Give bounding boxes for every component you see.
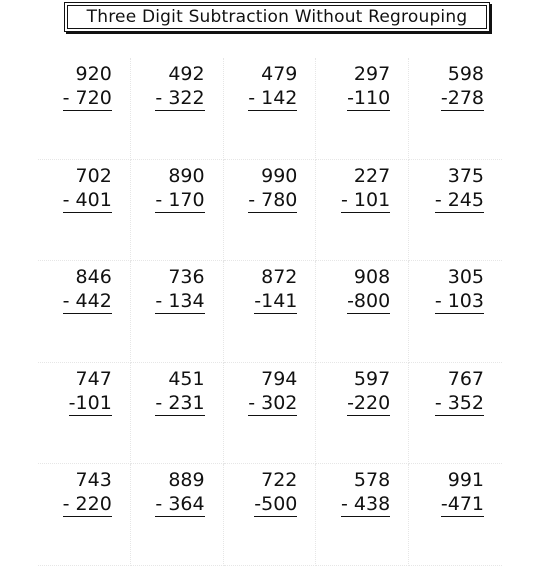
minuend: 597 <box>353 367 391 390</box>
minuend: 305 <box>447 266 484 289</box>
problem-cell <box>224 160 317 262</box>
subtraction-problem <box>341 164 390 213</box>
problem-cell <box>131 363 224 465</box>
minuend: 492 <box>168 63 205 85</box>
problem-cell <box>409 261 502 363</box>
subtraction-problem <box>69 367 112 416</box>
problem-cell <box>316 261 409 363</box>
problem-cell <box>409 58 502 160</box>
problem-cell <box>131 464 224 566</box>
problem-cell <box>409 160 502 262</box>
problem-cell <box>38 363 131 465</box>
subtraction-problem <box>63 164 112 213</box>
minuend: 889 <box>168 469 205 492</box>
worksheet-title-box <box>64 2 490 32</box>
minuend: 227 <box>353 164 391 187</box>
problem-cell <box>38 464 131 566</box>
subtrahend: - 352 <box>434 391 484 414</box>
problem-cell <box>224 58 317 160</box>
minuend: 794 <box>261 367 298 390</box>
minuend: 846 <box>75 266 112 289</box>
problem-cell <box>316 160 409 262</box>
subtrahend: - 134 <box>155 290 205 313</box>
problem-cell <box>131 160 224 262</box>
problem-cell <box>316 58 409 160</box>
subtrahend: - 401 <box>62 188 112 211</box>
minuend: 375 <box>447 164 484 187</box>
subtrahend: - 245 <box>434 188 484 211</box>
subtrahend: -110 <box>347 87 391 109</box>
minuend: 743 <box>75 469 112 492</box>
subtraction-problem <box>441 62 484 111</box>
minuend: 736 <box>168 266 205 289</box>
minuend: 991 <box>447 469 484 492</box>
subtrahend: -141 <box>254 290 298 313</box>
subtraction-problem <box>347 265 390 314</box>
subtrahend: - 438 <box>341 493 391 516</box>
minuend: 578 <box>353 469 391 492</box>
minuend: 872 <box>261 266 298 289</box>
problem-cell <box>316 464 409 566</box>
minuend: 767 <box>447 367 484 390</box>
minuend: 479 <box>261 63 298 85</box>
problem-cell <box>38 58 131 160</box>
problem-grid <box>38 58 502 566</box>
worksheet-title: Three Digit Subtraction Without Regrouping <box>86 7 468 27</box>
subtraction-problem <box>63 468 112 517</box>
minuend: 722 <box>261 469 298 492</box>
problem-cell <box>224 261 317 363</box>
subtrahend: - 364 <box>155 493 205 516</box>
subtraction-problem <box>435 367 484 416</box>
minuend: 908 <box>353 266 391 289</box>
subtrahend: - 780 <box>248 188 298 211</box>
subtrahend: - 101 <box>341 188 391 211</box>
subtraction-problem <box>63 62 112 111</box>
problem-cell <box>409 363 502 465</box>
subtraction-problem <box>155 62 204 111</box>
problem-cell <box>409 464 502 566</box>
subtraction-problem <box>248 62 297 111</box>
minuend: 451 <box>168 367 205 390</box>
subtraction-problem <box>254 265 297 314</box>
subtraction-problem <box>254 468 297 517</box>
minuend: 702 <box>75 164 112 187</box>
minuend: 297 <box>353 63 391 85</box>
subtrahend: -278 <box>440 87 484 109</box>
subtrahend: - 231 <box>155 391 205 414</box>
subtraction-problem <box>441 468 484 517</box>
subtraction-problem <box>63 265 112 314</box>
subtraction-problem <box>435 164 484 213</box>
subtrahend: -220 <box>347 391 391 414</box>
subtrahend: -800 <box>347 290 391 313</box>
subtrahend: -500 <box>254 493 298 516</box>
minuend: 598 <box>447 63 484 85</box>
subtraction-problem <box>248 164 297 213</box>
subtraction-problem <box>248 367 297 416</box>
subtraction-problem <box>341 468 390 517</box>
subtraction-problem <box>155 468 204 517</box>
minuend: 890 <box>168 164 205 187</box>
problem-cell <box>131 261 224 363</box>
subtrahend: -101 <box>68 391 112 414</box>
problem-cell <box>38 261 131 363</box>
problem-cell <box>224 363 317 465</box>
subtraction-problem <box>155 367 204 416</box>
subtrahend: - 103 <box>434 290 484 313</box>
subtraction-problem <box>347 367 390 416</box>
minuend: 990 <box>261 164 298 187</box>
problem-cell <box>224 464 317 566</box>
minuend: 920 <box>75 63 112 85</box>
subtrahend: - 442 <box>62 290 112 313</box>
subtrahend: - 220 <box>62 493 112 516</box>
subtraction-problem <box>155 164 204 213</box>
problem-cell <box>131 58 224 160</box>
subtrahend: -471 <box>440 493 484 516</box>
minuend: 747 <box>75 367 112 390</box>
problem-cell <box>316 363 409 465</box>
subtraction-problem <box>435 265 484 314</box>
subtraction-problem <box>155 265 204 314</box>
subtrahend: - 322 <box>155 87 205 109</box>
subtrahend: - 720 <box>62 87 112 109</box>
problem-cell <box>38 160 131 262</box>
subtrahend: - 142 <box>248 87 298 109</box>
subtrahend: - 302 <box>248 391 298 414</box>
subtraction-problem <box>347 62 390 111</box>
subtrahend: - 170 <box>155 188 205 211</box>
